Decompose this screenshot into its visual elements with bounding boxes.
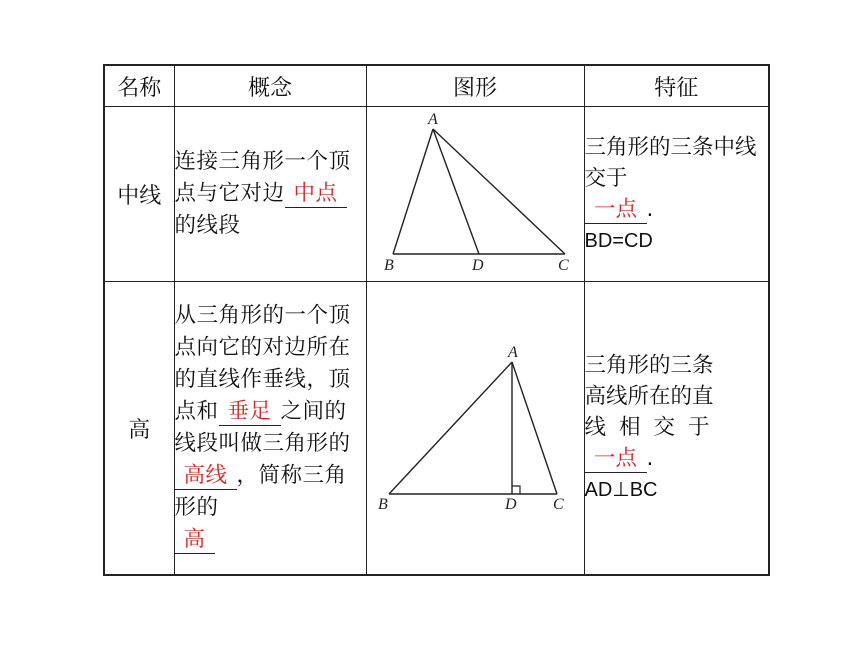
header-figure: 图形	[366, 65, 584, 107]
median-ad	[433, 129, 479, 254]
altitude-feature	[584, 282, 769, 576]
altitude-feature-line3: 线相交于	[584, 415, 723, 440]
altitude-blank-line: 高线	[175, 463, 237, 490]
altitude-blank-foot: 垂足	[219, 399, 281, 426]
median-feature-blank: 一点	[585, 197, 647, 224]
side-ab	[389, 362, 512, 494]
altitude-relation: AD⊥BC	[584, 479, 658, 501]
median-concept-after: 的线段	[174, 213, 241, 238]
altitude-concept-3: ，简称三角形的	[174, 463, 347, 520]
label-b: B	[383, 257, 394, 274]
median-relation: BD=CD	[584, 229, 653, 252]
median-name: 中线	[104, 107, 174, 282]
altitude-name: 高	[104, 282, 174, 576]
side-ac	[433, 129, 565, 254]
altitude-feature-blank: 一点	[585, 446, 647, 473]
altitude-concept-1: 从三角形的一个顶点向它的对边所在的直线作垂线，顶点和	[174, 303, 351, 424]
header-name: 名称	[104, 65, 174, 107]
triangle-lines-table	[103, 64, 770, 576]
median-row	[104, 107, 769, 282]
median-concept	[174, 107, 366, 282]
altitude-row	[104, 282, 769, 576]
median-concept-blank: 中点	[285, 181, 347, 208]
altitude-figure	[366, 282, 584, 576]
altitude-concept	[174, 282, 366, 576]
altitude-triangle-diagram	[367, 282, 585, 570]
altitude-blank-height: 高	[175, 527, 215, 554]
median-feature	[584, 107, 769, 282]
median-feature-end: .	[646, 196, 654, 222]
median-triangle-diagram	[367, 107, 585, 277]
side-ac	[512, 362, 557, 494]
header-concept: 概念	[174, 65, 366, 107]
altitude-feature-line2: 高线所在的直	[584, 384, 714, 409]
label-a: A	[427, 111, 438, 128]
side-ab	[393, 129, 433, 254]
altitude-concept-2: 之间的线段叫做三角形的	[174, 399, 351, 456]
label-c: C	[557, 257, 569, 274]
label-d: D	[471, 257, 484, 274]
label-b: B	[377, 496, 388, 513]
median-feature-text: 三角形的三条中线交于	[584, 134, 757, 191]
label-d: D	[504, 496, 517, 513]
median-concept-text: 连接三角形一个顶点与它对边	[174, 149, 351, 206]
median-figure	[366, 107, 584, 282]
label-a: A	[507, 344, 518, 361]
altitude-feature-line1: 三角形的三条	[584, 353, 714, 378]
header-row	[104, 65, 769, 107]
altitude-feature-end: .	[646, 446, 654, 471]
right-angle-mark	[512, 486, 520, 494]
label-c: C	[552, 496, 564, 513]
header-feature: 特征	[584, 65, 769, 107]
